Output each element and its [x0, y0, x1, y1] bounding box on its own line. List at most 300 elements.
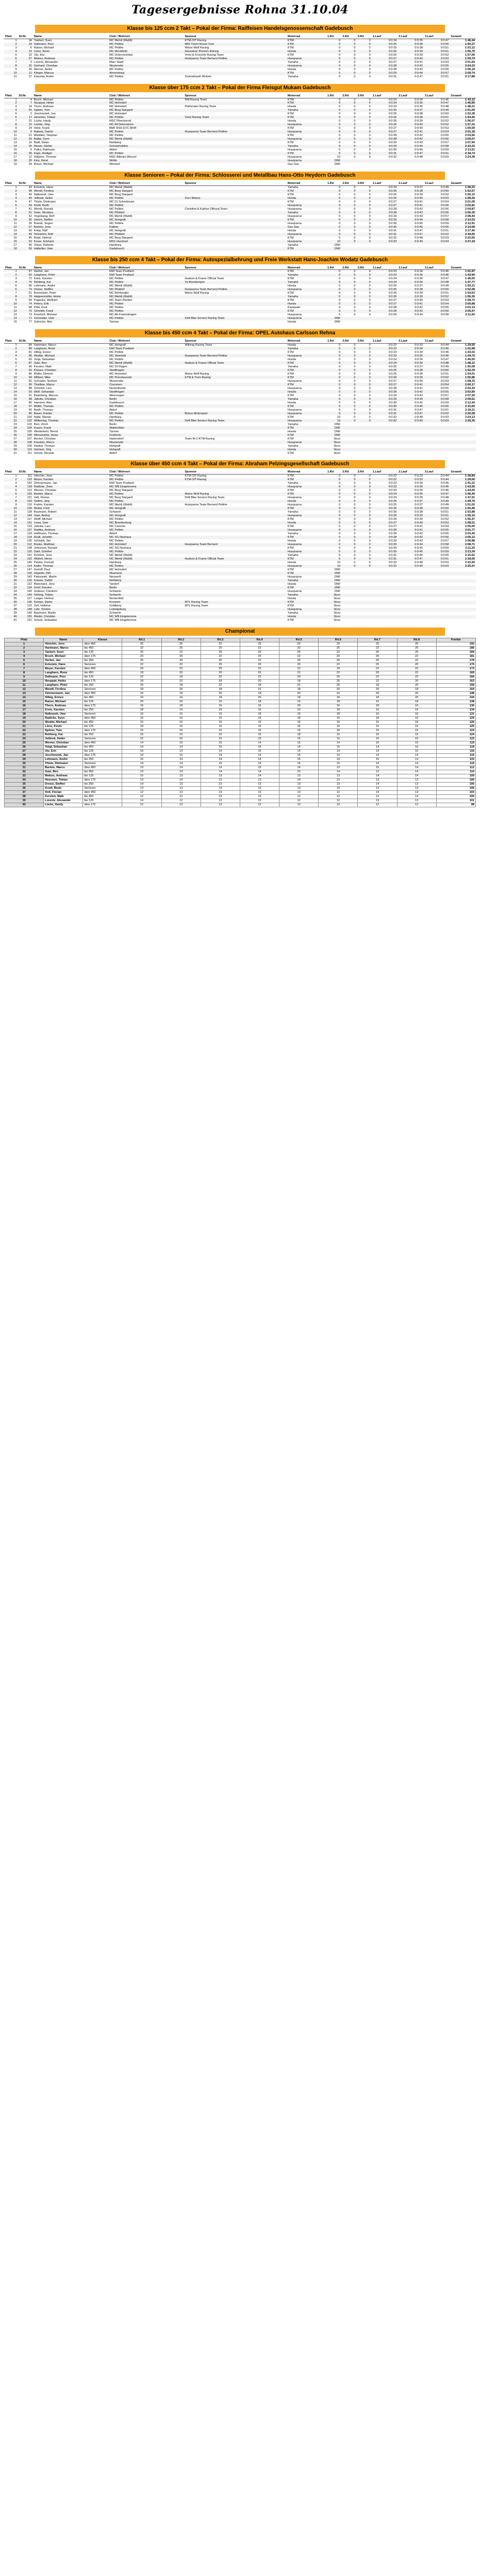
championship-cell: 15	[397, 728, 436, 733]
table-cell: 0:0:45	[415, 546, 423, 550]
table-cell: 10	[4, 72, 18, 75]
table-cell	[341, 444, 356, 448]
championship-cell: Utz, Eric	[44, 749, 83, 753]
championship-cell: 16	[397, 704, 436, 708]
table-cell: 0	[369, 185, 371, 189]
table-row	[4, 619, 476, 622]
championship-cell: 7	[5, 667, 44, 671]
table-cell: EMI Team Postlach	[109, 481, 135, 485]
table-cell: KTM	[287, 299, 294, 302]
table-row	[4, 422, 476, 426]
table-cell: 115	[27, 604, 32, 607]
table-cell: Honda	[287, 320, 296, 324]
table-cell: 1:54,01	[465, 372, 475, 376]
table-cell: 0	[369, 503, 371, 506]
table-cell: 0:0:01	[440, 408, 449, 412]
table-cell: 0	[326, 211, 341, 215]
table-cell: 0:0:44	[398, 145, 424, 148]
table-cell	[424, 590, 450, 594]
table-cell	[184, 284, 286, 288]
championship-cell: 15	[358, 766, 397, 770]
championship-cell: 22	[319, 663, 358, 667]
table-cell: 24	[4, 557, 18, 561]
table-cell: 2:06,18	[465, 67, 475, 71]
table-cell: 1	[15, 270, 17, 274]
championship-cell: 13	[122, 786, 161, 790]
table-cell	[184, 525, 286, 529]
table-cell: 0	[354, 156, 356, 159]
championship-cell: über 450	[83, 741, 122, 745]
table-cell: 0:0:34	[415, 270, 423, 274]
table-cell	[398, 590, 424, 594]
table-cell: Mebel, Fred	[33, 507, 108, 511]
table-cell: 54	[18, 204, 33, 208]
championship-cell: 14	[319, 753, 358, 757]
table-cell: DNF	[326, 572, 341, 575]
table-cell: MC Pelitrie	[108, 478, 184, 482]
table-row	[4, 444, 476, 448]
table-cell: 142	[27, 481, 32, 485]
table-cell	[184, 226, 286, 229]
championship-cell: 37	[5, 790, 44, 794]
table-cell: Schulz, Sebastian	[34, 618, 57, 622]
championship-cell: 20	[279, 663, 319, 667]
table-cell: Stadtfragen	[108, 368, 184, 372]
championship-column-header: Rd.4	[240, 638, 279, 642]
table-row	[4, 43, 476, 46]
table-cell: 0	[369, 39, 371, 43]
table-cell: 7	[15, 365, 17, 368]
table-cell	[424, 244, 450, 247]
championship-row	[5, 741, 476, 745]
championship-cell: 154	[436, 687, 475, 691]
table-cell	[184, 561, 286, 565]
table-cell	[450, 422, 476, 426]
table-cell: Gerhard, Christian	[33, 64, 108, 68]
championship-cell: 18	[240, 700, 279, 704]
championship-cell: Dallmann, Peer	[44, 675, 83, 679]
table-cell: 137	[18, 529, 33, 532]
table-cell: 0:0:45	[440, 481, 449, 485]
championship-cell: 22	[161, 667, 201, 671]
results-section	[4, 329, 476, 455]
table-cell: Sturz	[326, 608, 341, 612]
table-cell: Fichtner, Jens	[34, 553, 52, 557]
table-cell	[184, 358, 286, 361]
table-cell	[184, 554, 286, 557]
championship-cell: 109	[436, 774, 475, 778]
table-cell: Blanchard, Jens	[34, 582, 55, 586]
championship-cell: über 175	[83, 654, 122, 658]
table-cell: DNF	[326, 426, 341, 430]
championship-cell: 13	[319, 774, 358, 778]
table-cell	[372, 444, 398, 448]
table-cell: KTM	[287, 292, 294, 295]
table-cell: Husqvarna	[287, 233, 326, 236]
table-cell	[184, 394, 286, 397]
table-cell: 0:0:59	[440, 401, 449, 404]
table-cell	[372, 608, 398, 612]
table-row	[4, 518, 476, 521]
table-row	[4, 394, 476, 397]
table-cell: 0:0:54	[424, 383, 450, 386]
section-header: Klasse bis 125 ccm 2 Takt – Pokal der Firma: Raiffeisen Handelsgenossenschaft Gadebusch	[35, 25, 445, 33]
championship-cell: 31	[5, 766, 44, 770]
table-row	[4, 507, 476, 511]
table-cell: 0	[369, 292, 371, 295]
championship-cell: 15	[279, 728, 319, 733]
table-cell: 0:0:57	[440, 214, 449, 218]
table-cell: 10	[326, 419, 341, 422]
table-cell: Seifert, Jörg	[33, 500, 108, 503]
table-cell: 8	[4, 368, 18, 372]
table-cell: 0:0:55	[424, 529, 450, 532]
table-cell: 2:05,47	[450, 310, 476, 313]
table-cell: 0	[341, 197, 356, 200]
table-cell	[341, 440, 356, 444]
table-cell: 1:50,37	[450, 43, 476, 46]
championship-cell: 14	[358, 790, 397, 794]
table-cell: 20	[4, 543, 18, 547]
table-cell: 0	[339, 98, 341, 101]
table-cell: 0	[341, 281, 356, 284]
table-row	[4, 401, 476, 404]
table-cell: 0:0:27	[388, 60, 397, 64]
table-cell	[398, 579, 424, 583]
section-header: Klasse über 450 ccm 4 Takt – Pokal der Firma: Abraham Pelzingsgesellschaft Gadebusch	[35, 460, 445, 468]
table-cell: 1:55,10	[450, 514, 476, 518]
championship-cell: 15	[397, 749, 436, 753]
table-cell: Husqvarna	[287, 148, 302, 152]
championship-cell: 18	[319, 696, 358, 700]
championship-cell: 184	[436, 650, 475, 654]
table-cell: 0:0:26	[372, 514, 398, 518]
table-cell	[184, 433, 286, 437]
championship-cell: 13	[397, 799, 436, 803]
table-cell: Knott, Bodo	[33, 204, 108, 208]
table-cell: 0	[354, 127, 356, 130]
table-cell: 0	[339, 306, 341, 310]
championship-cell: 2	[5, 646, 44, 650]
table-cell: 14	[4, 317, 18, 320]
column-header: St.Nr.	[18, 35, 33, 39]
table-cell: MC Merkli (Wahlt)	[108, 361, 184, 365]
championship-cell: 169	[436, 671, 475, 675]
table-cell	[372, 597, 398, 601]
table-cell: 0	[341, 507, 356, 511]
table-cell: 0	[326, 190, 341, 193]
table-cell: MC Pfoldorf	[108, 288, 184, 292]
table-cell: Gahsche, Ben	[34, 320, 53, 324]
table-cell: 0:0:23	[372, 485, 398, 489]
table-cell: 86	[28, 372, 32, 376]
championship-cell: 14	[122, 799, 161, 803]
table-cell: 0:0:27	[372, 130, 398, 134]
table-cell: 7	[15, 496, 17, 499]
championship-cell: 18	[319, 728, 358, 733]
table-cell: 1:43,90	[450, 274, 476, 277]
table-cell: 0	[339, 372, 341, 376]
table-cell: 135	[27, 539, 32, 543]
championship-cell: 13	[279, 786, 319, 790]
table-cell: Rethberg	[108, 579, 184, 583]
table-cell: 0	[354, 200, 356, 204]
table-cell: 151	[27, 618, 32, 622]
table-cell: Honda	[287, 229, 296, 232]
table-cell	[372, 568, 398, 572]
championship-cell: 115	[436, 761, 475, 766]
table-cell	[341, 590, 356, 594]
table-cell	[450, 619, 476, 622]
table-cell: 0	[339, 546, 341, 550]
championship-cell: 25	[279, 658, 319, 663]
table-cell: 0	[369, 539, 371, 543]
table-cell: 0:0:37	[398, 109, 424, 112]
table-cell: 0:0:36	[398, 281, 424, 284]
table-cell: Hamburg	[109, 415, 122, 419]
table-cell: 0	[339, 386, 341, 390]
table-cell: 0:0:23	[388, 350, 397, 354]
table-cell: 0:0:25	[388, 46, 397, 49]
table-cell: Hudson & Frame Official Team	[185, 277, 224, 281]
table-cell: 0	[326, 397, 341, 401]
table-cell: 0:0:42	[415, 134, 423, 138]
championship-cell: 16	[201, 720, 240, 724]
table-cell	[184, 244, 286, 247]
table-cell: 8	[4, 123, 18, 127]
table-cell: 31	[13, 451, 17, 455]
table-cell: 0:0:29	[372, 218, 398, 222]
table-cell: 0	[369, 112, 371, 116]
table-cell: 0	[357, 354, 372, 358]
table-row	[4, 358, 476, 361]
table-cell: KTM	[287, 394, 294, 397]
table-cell: 0:0:35	[415, 488, 423, 492]
championship-cell: 12	[279, 799, 319, 803]
championship-cell: 22	[319, 671, 358, 675]
championship-cell: 15	[5, 700, 44, 704]
championship-cell: Radtcke, Sven	[44, 716, 83, 720]
table-cell: 0	[326, 218, 341, 222]
table-header-row	[4, 182, 476, 185]
table-cell: 0:0:49	[440, 284, 449, 288]
table-cell: Husqvarna	[287, 440, 326, 444]
table-cell: Motos Wolf Racing	[185, 46, 209, 49]
championship-row	[5, 733, 476, 737]
table-cell: MC Pelitrie	[108, 310, 184, 313]
table-cell: Schwerin	[109, 589, 122, 593]
championship-cell: 20	[201, 658, 240, 663]
table-cell: 29	[13, 444, 17, 448]
table-cell: Rehberg, Kai	[33, 281, 108, 284]
table-cell: 0:0:36	[398, 361, 424, 365]
table-cell: 0	[357, 310, 372, 313]
table-cell: 0	[341, 347, 356, 350]
table-cell: Holl, Florian	[34, 496, 49, 499]
table-cell: Thiele, Dietmann	[34, 200, 56, 204]
table-cell: KTM	[287, 536, 326, 539]
section-header: Klasse über 175 ccm 2 Takt – Pokal der Firma Fleisgut Mukam Gadebusch	[35, 84, 445, 92]
table-row	[4, 98, 476, 101]
table-cell: KTM	[287, 218, 326, 222]
table-cell: MC Pelitrie	[108, 500, 184, 503]
table-cell	[398, 604, 424, 608]
column-header: Sponsor	[184, 182, 286, 185]
table-cell: 0:0:42	[398, 138, 424, 141]
table-cell: 6	[4, 204, 18, 208]
table-cell: 0	[341, 64, 356, 68]
table-row	[4, 185, 476, 189]
table-cell: 0	[357, 397, 372, 401]
table-cell: KTM	[287, 546, 294, 550]
table-cell	[424, 604, 450, 608]
championship-cell: 16	[161, 700, 201, 704]
championship-cell: 13	[279, 803, 319, 807]
table-cell: 0	[326, 295, 341, 299]
table-cell: 0	[369, 532, 371, 535]
column-header: Gesamt	[450, 94, 476, 98]
table-cell: Cremmen	[108, 383, 184, 386]
table-row	[4, 204, 476, 208]
results-section	[4, 84, 476, 166]
table-cell	[450, 444, 476, 448]
table-cell: Bohus Motorsport	[184, 412, 286, 415]
championship-cell: Knott, Bodo	[44, 786, 83, 790]
column-header: Sponsor	[184, 340, 286, 343]
championship-cell: 16	[122, 712, 161, 716]
table-cell: 0	[357, 43, 372, 46]
table-cell: Berlin	[108, 586, 184, 590]
championship-cell: 25	[358, 642, 397, 646]
table-cell: 15	[13, 236, 17, 240]
table-cell: Lewa, Uwe	[33, 521, 108, 525]
table-cell: 0	[354, 193, 356, 196]
results-table	[4, 35, 476, 78]
championship-cell: 23	[5, 733, 44, 737]
table-cell: KTM	[287, 586, 326, 590]
table-cell	[184, 134, 286, 138]
table-cell: 1:44,09	[465, 488, 475, 492]
table-cell: Langhans, Peter	[33, 274, 108, 277]
championship-row	[5, 737, 476, 741]
table-cell: 0	[357, 478, 372, 482]
championship-cell: Lehmann, André	[44, 757, 83, 761]
table-cell: 0	[369, 343, 371, 347]
championship-header: Championat	[35, 628, 445, 636]
championship-cell: 18	[201, 687, 240, 691]
table-cell: 0:0:30	[388, 222, 397, 225]
table-cell: Kinz, René	[33, 159, 108, 163]
table-cell: 26	[18, 145, 33, 148]
table-row	[4, 109, 476, 112]
table-cell: 0	[341, 383, 356, 386]
table-cell: 0	[339, 379, 341, 383]
championship-cell: 40	[5, 803, 44, 807]
table-cell: Honda	[287, 358, 296, 361]
table-cell	[450, 583, 476, 586]
championship-cell: 12	[161, 794, 201, 799]
championship-cell: 16	[397, 716, 436, 720]
column-header: Name	[33, 340, 108, 343]
table-cell: 0:0:56	[424, 310, 450, 313]
table-cell	[372, 579, 398, 583]
table-cell: 1:43,02	[465, 350, 475, 354]
championship-cell: 16	[279, 753, 319, 757]
table-cell	[341, 451, 356, 455]
championship-cell: 20	[5, 720, 44, 724]
table-cell: 57	[18, 226, 33, 229]
table-cell: 0:0:48	[415, 415, 423, 419]
table-cell: Burmeister, Peter	[34, 292, 57, 295]
table-cell	[184, 222, 286, 226]
championship-cell: 25	[240, 671, 279, 675]
table-cell	[372, 437, 398, 440]
table-cell: 8	[4, 500, 18, 503]
championship-cell: über 450	[83, 667, 122, 671]
table-row	[4, 550, 476, 554]
table-cell: 0:0:50	[424, 368, 450, 372]
championship-cell: 18	[122, 671, 161, 675]
table-cell: 2:15,50	[450, 404, 476, 408]
championship-cell: 15	[240, 733, 279, 737]
table-cell: Boske, Matthias	[33, 543, 108, 547]
championship-row	[5, 700, 476, 704]
table-cell: 0:0:03	[440, 415, 449, 419]
table-cell: Lorentz, Alexander	[34, 60, 58, 64]
table-cell: 70	[18, 288, 33, 292]
table-cell: Wolf, Sebastian	[33, 390, 108, 394]
table-row	[4, 590, 476, 594]
table-cell: 16	[4, 152, 18, 156]
championship-cell: Wendt, Ferdina	[44, 687, 83, 691]
column-header: 1.Lauf	[372, 35, 398, 39]
table-cell: 0:0:27	[372, 521, 398, 525]
table-cell: 0:0:49	[440, 365, 449, 368]
column-header: 2.Lauf	[398, 470, 424, 474]
championship-row	[5, 724, 476, 728]
championship-cell: 15	[358, 737, 397, 741]
column-header: Motorrad	[287, 35, 326, 39]
championship-cell: 14	[397, 766, 436, 770]
championship-cell: 20	[358, 691, 397, 696]
championship-cell: 20	[201, 675, 240, 679]
championship-cell: 28	[5, 753, 44, 757]
table-cell: 0:0:26	[388, 517, 397, 521]
championship-cell: 15	[161, 753, 201, 757]
column-header: Platz	[4, 182, 18, 185]
table-cell: 40	[4, 615, 18, 619]
table-cell: 21	[13, 415, 17, 419]
table-cell	[184, 422, 286, 426]
table-cell	[184, 270, 286, 274]
table-cell: 10	[4, 376, 18, 379]
table-cell: Bartels, Marco	[33, 493, 108, 496]
table-row	[4, 163, 476, 166]
table-cell: 0:0:31	[372, 557, 398, 561]
championship-cell: 14	[319, 749, 358, 753]
table-cell: 0:0:53	[424, 521, 450, 525]
championship-cell: Bartels, Marco	[44, 766, 83, 770]
table-cell: 0	[339, 193, 341, 196]
table-row	[4, 383, 476, 386]
table-cell: 119	[27, 524, 32, 528]
table-cell: 0	[326, 226, 341, 229]
table-cell: 0:0:35	[398, 101, 424, 105]
table-row	[4, 493, 476, 496]
championship-cell: 18	[5, 712, 44, 716]
championship-cell: 15	[358, 720, 397, 724]
table-cell: 1:41,87	[465, 270, 475, 274]
